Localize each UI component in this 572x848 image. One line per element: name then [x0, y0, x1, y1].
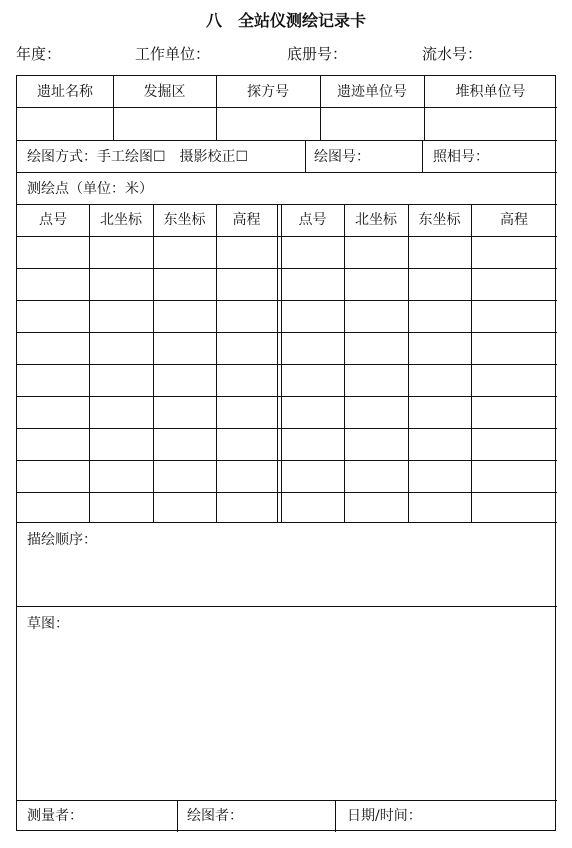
header-site-name: 遗址名称 — [37, 84, 93, 100]
header-deposit-unit-number: 堆积单位号 — [455, 84, 526, 100]
column-divider — [277, 204, 278, 522]
col-east-coordinate: 东坐标 — [418, 212, 461, 228]
row-divider — [17, 800, 557, 801]
row-divider — [17, 522, 557, 523]
drafter-field: 绘图者： — [187, 808, 243, 824]
header-feature-unit-number: 遗迹单位号 — [337, 84, 407, 100]
col-north-coordinate: 北坐标 — [355, 212, 397, 228]
register-number-field: 底册号： — [287, 45, 348, 63]
row-divider — [17, 364, 557, 365]
column-divider — [89, 204, 90, 522]
record-form — [16, 75, 556, 831]
column-divider — [422, 140, 423, 172]
header-test-pit-number: 探方号 — [247, 84, 289, 100]
column-divider — [216, 204, 217, 522]
row-divider — [17, 140, 557, 141]
year-field: 年度： — [16, 45, 62, 63]
column-divider — [344, 204, 345, 522]
survey-points-caption: 测绘点（单位：米） — [27, 181, 153, 197]
row-divider — [17, 492, 557, 493]
row-divider — [17, 172, 557, 173]
sketch-area: 草图： — [27, 616, 69, 632]
row-divider — [17, 460, 557, 461]
surveyor-field: 测量者： — [27, 808, 83, 824]
drawing-sequence-field: 描绘顺序： — [27, 532, 97, 548]
col-elevation: 高程 — [500, 212, 528, 228]
date-time-field: 日期/时间： — [347, 808, 422, 824]
serial-number-field: 流水号： — [422, 45, 483, 63]
col-point-number: 点号 — [39, 212, 67, 228]
column-divider — [471, 204, 472, 522]
drawing-number-field: 绘图号： — [314, 149, 370, 165]
row-divider — [17, 204, 557, 205]
row-divider — [17, 606, 557, 607]
column-divider — [335, 800, 336, 832]
row-divider — [17, 300, 557, 301]
row-divider — [17, 268, 557, 269]
col-elevation: 高程 — [232, 212, 261, 228]
column-divider — [408, 204, 409, 522]
row-divider — [17, 236, 557, 237]
column-divider — [177, 800, 178, 832]
column-divider — [153, 204, 154, 522]
drawing-method-field: 绘图方式：手工绘图☐ 摄影校正☐ — [27, 149, 249, 165]
col-east-coordinate: 东坐标 — [163, 212, 206, 228]
page-title: 八 全站仪测绘记录卡 — [205, 11, 366, 30]
column-divider — [281, 204, 282, 522]
row-divider — [17, 428, 557, 429]
row-divider — [17, 396, 557, 397]
header-excavation-area: 发掘区 — [143, 84, 186, 100]
photo-number-field: 照相号： — [433, 149, 489, 165]
row-divider — [17, 332, 557, 333]
col-north-coordinate: 北坐标 — [100, 212, 142, 228]
row-divider — [17, 107, 557, 108]
column-divider — [305, 140, 306, 172]
work-unit-field: 工作单位： — [135, 45, 211, 63]
col-point-number: 点号 — [298, 212, 327, 228]
